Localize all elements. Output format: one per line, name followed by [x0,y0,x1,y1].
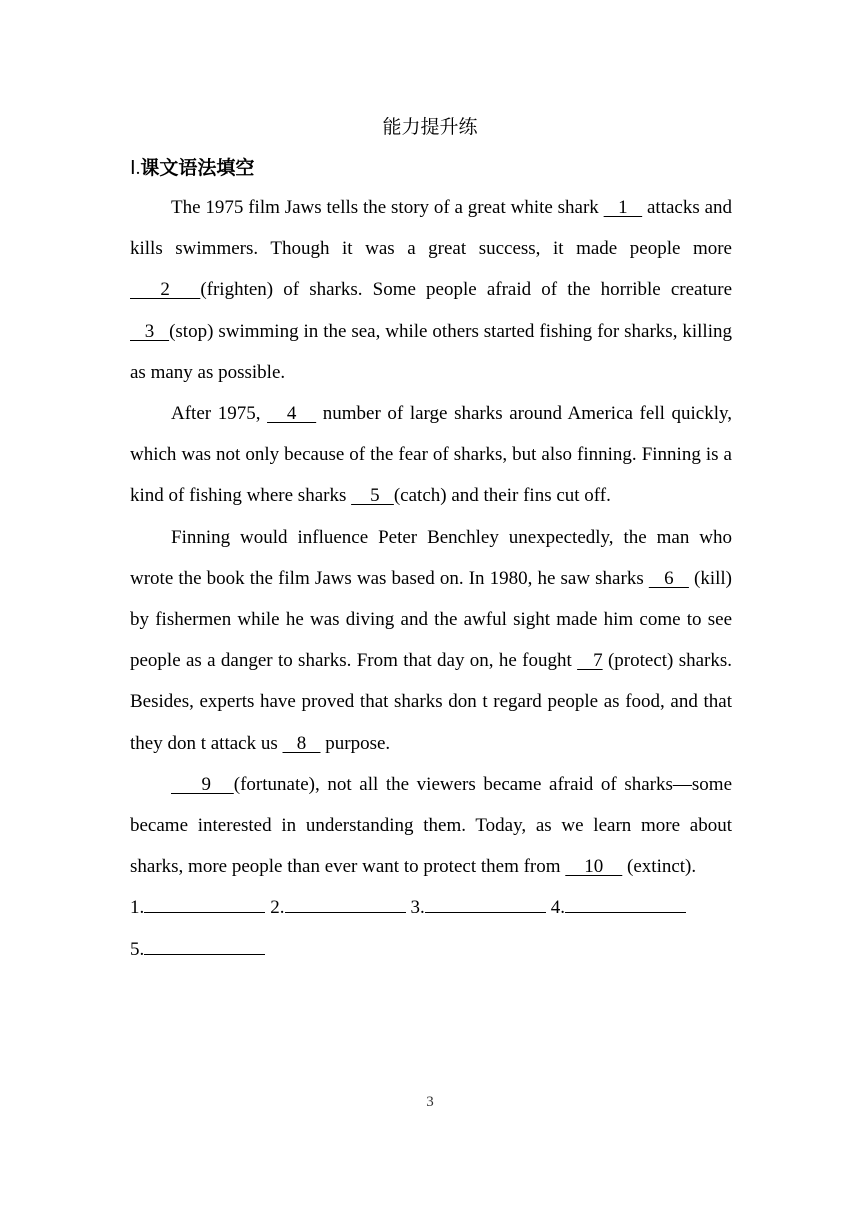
answer-blank: 10 [565,856,623,878]
passage-text: (catch) and their fins cut off. [393,485,611,507]
answer-fill-line[interactable] [144,894,265,913]
answer-slot [130,929,265,970]
passage-text: (kill) by fishermen while he was diving and the awful sight made him come to see people as a danger to sharks. From that day on, he fought [130,567,732,672]
answer-blank: 4 [267,403,317,425]
answer-fill-line[interactable] [425,894,546,913]
passage-text: (extinct). [622,856,697,878]
answer-slot [551,887,686,928]
passage-text: purpose. [320,732,391,754]
answer-label: 3. [410,897,425,919]
answer-line [130,929,732,970]
answer-line [130,887,732,928]
answer-blank: 3 [130,320,170,342]
section-heading [130,153,254,180]
paragraph [130,187,732,393]
answer-area [130,887,732,969]
paragraph [130,517,732,764]
passage-text: (fortunate), not all the viewers became afraid of sharks—some became interested in understanding them. Today, as we learn more about sharks, more people than ever want to protect them from [130,773,733,878]
passage-paragraphs [130,187,732,887]
answer-blank: 6 [648,567,689,589]
section-label: 课文语法填空 [140,157,255,179]
answer-fill-line[interactable] [285,894,406,913]
answer-slot [411,887,546,928]
answer-blank: 9 [171,773,234,795]
answer-blank: 7 [577,650,603,672]
answer-fill-line[interactable] [144,936,265,955]
passage-text: (protect) sharks. Besides, experts have proved that sharks don t regard people as food, and that they don t attack us [130,650,733,754]
answer-blank: 1 [603,197,643,218]
answer-blank: 2 [130,279,201,301]
passage-text: attacks and kills swimmers. Though it was a great success, it made people more [130,197,733,260]
passage-text: The 1975 film Jaws tells the story of a great white shark [171,197,604,218]
paragraph [130,393,732,517]
answer-label: 4. [550,897,565,919]
answer-blank: 8 [282,732,321,754]
passage-text: Finning would influence Peter Benchley unexpectedly, the man who wrote the book the film Jaws was based on. In 1980, he saw sharks [130,526,732,589]
section-number: Ⅰ. [130,158,141,179]
passage-text: (frighten) of sharks. Some people afraid of the horrible creature [200,279,733,301]
page-title: 能力提升练 [382,116,478,138]
paragraph [130,764,732,888]
answer-label: 1. [130,897,145,919]
answer-blank: 5 [351,485,394,507]
answer-fill-line[interactable] [565,894,686,913]
passage-text: After 1975, [171,403,268,425]
answer-label: 5. [130,938,145,960]
passage-text: number of large sharks around America fell quickly, which was not only because of the fear of sharks, but also finning. Finning is a kind of fishing where sharks [130,403,732,507]
answer-slot [130,887,265,928]
answer-label: 2. [270,897,285,919]
passage-text: (stop) swimming in the sea, while others started fishing for sharks, killing as many as possible. [130,320,732,383]
passage [130,187,732,970]
page-number: 3 [426,1094,434,1110]
answer-slot [270,887,405,928]
